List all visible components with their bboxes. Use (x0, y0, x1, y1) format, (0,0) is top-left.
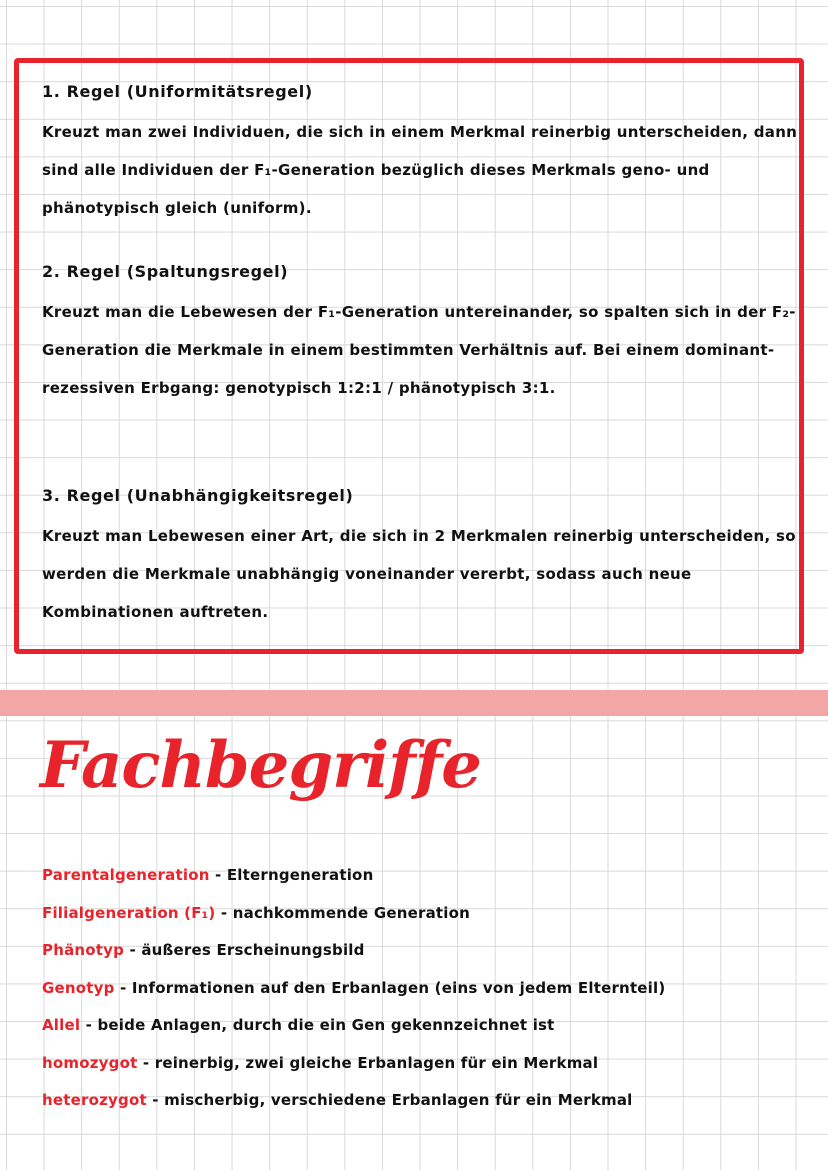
term-row-filialgeneration (42, 895, 822, 933)
rule-1 (42, 82, 812, 227)
term-name: Filialgeneration (F₁) (42, 903, 216, 922)
term-definition: mischerbig, verschiedene Erbanlagen für ein Merkmal (164, 1091, 633, 1109)
rule-3-title: 3. Regel (Unabhängigkeitsregel) (42, 486, 354, 505)
terms-list (42, 857, 822, 1120)
term-separator: - (114, 978, 132, 997)
rule-3 (42, 486, 812, 631)
rule-2 (42, 262, 812, 407)
term-separator: - (124, 941, 142, 959)
term-separator: - (80, 1016, 98, 1034)
rule-1-title: 1. Regel (Uniformitätsregel) (42, 82, 313, 101)
rule-2-title: 2. Regel (Spaltungsregel) (42, 262, 289, 281)
term-name: Parentalgeneration (42, 866, 210, 884)
term-definition: beide Anlagen, durch die ein Gen gekennzeichnet ist (97, 1016, 555, 1034)
term-definition: äußeres Erscheinungsbild (141, 941, 365, 959)
rule-1-text: Kreuzt man zwei Individuen, die sich in einem Merkmal reinerbig unterscheiden, dann sind alle Individuen der F₁-Generation bezüglich dieses Merkmals geno- und phänotypisch gleich (uniform). (42, 123, 798, 217)
term-definition: Informationen auf den Erbanlagen (eins von jedem Elternteil) (131, 978, 666, 997)
term-separator: - (137, 1053, 155, 1072)
page-heading: Fachbegriffe (40, 728, 481, 803)
term-row-heterozygot (42, 1082, 822, 1120)
section-divider (0, 690, 828, 716)
term-separator: - (209, 866, 227, 884)
term-row-homozygot (42, 1045, 822, 1083)
term-row-genotyp (42, 970, 822, 1008)
term-name: Allel (42, 1016, 81, 1034)
rule-3-text: Kreuzt man Lebewesen einer Art, die sich in 2 Merkmalen reinerbig unterscheiden, so werden die Merkmale unabhängig voneinander vererbt, sodass auch neue Kombinationen auftreten. (42, 527, 796, 621)
term-name: homozygot (42, 1053, 138, 1072)
term-definition: reinerbig, zwei gleiche Erbanlagen für ein Merkmal (154, 1053, 599, 1072)
rule-2-text: Kreuzt man die Lebewesen der F₁-Generation untereinander, so spalten sich in der F₂-Generation die Merkmale in einem bestimmten Verhältnis auf. Bei einem dominant-rezessiven Erbgang: genotypisch 1:2:1 / phänotypisch 3:1. (42, 303, 796, 397)
term-row-allel (42, 1007, 822, 1045)
term-row-phaenotyp (42, 932, 822, 970)
term-separator: - (146, 1091, 165, 1109)
term-definition: Elterngeneration (226, 866, 374, 884)
term-name: heterozygot (42, 1091, 147, 1109)
term-definition: nachkommende Generation (232, 903, 470, 922)
term-name: Phänotyp (42, 941, 125, 959)
term-row-parentalgeneration (42, 857, 822, 895)
term-separator: - (215, 903, 233, 922)
term-name: Genotyp (42, 978, 115, 997)
